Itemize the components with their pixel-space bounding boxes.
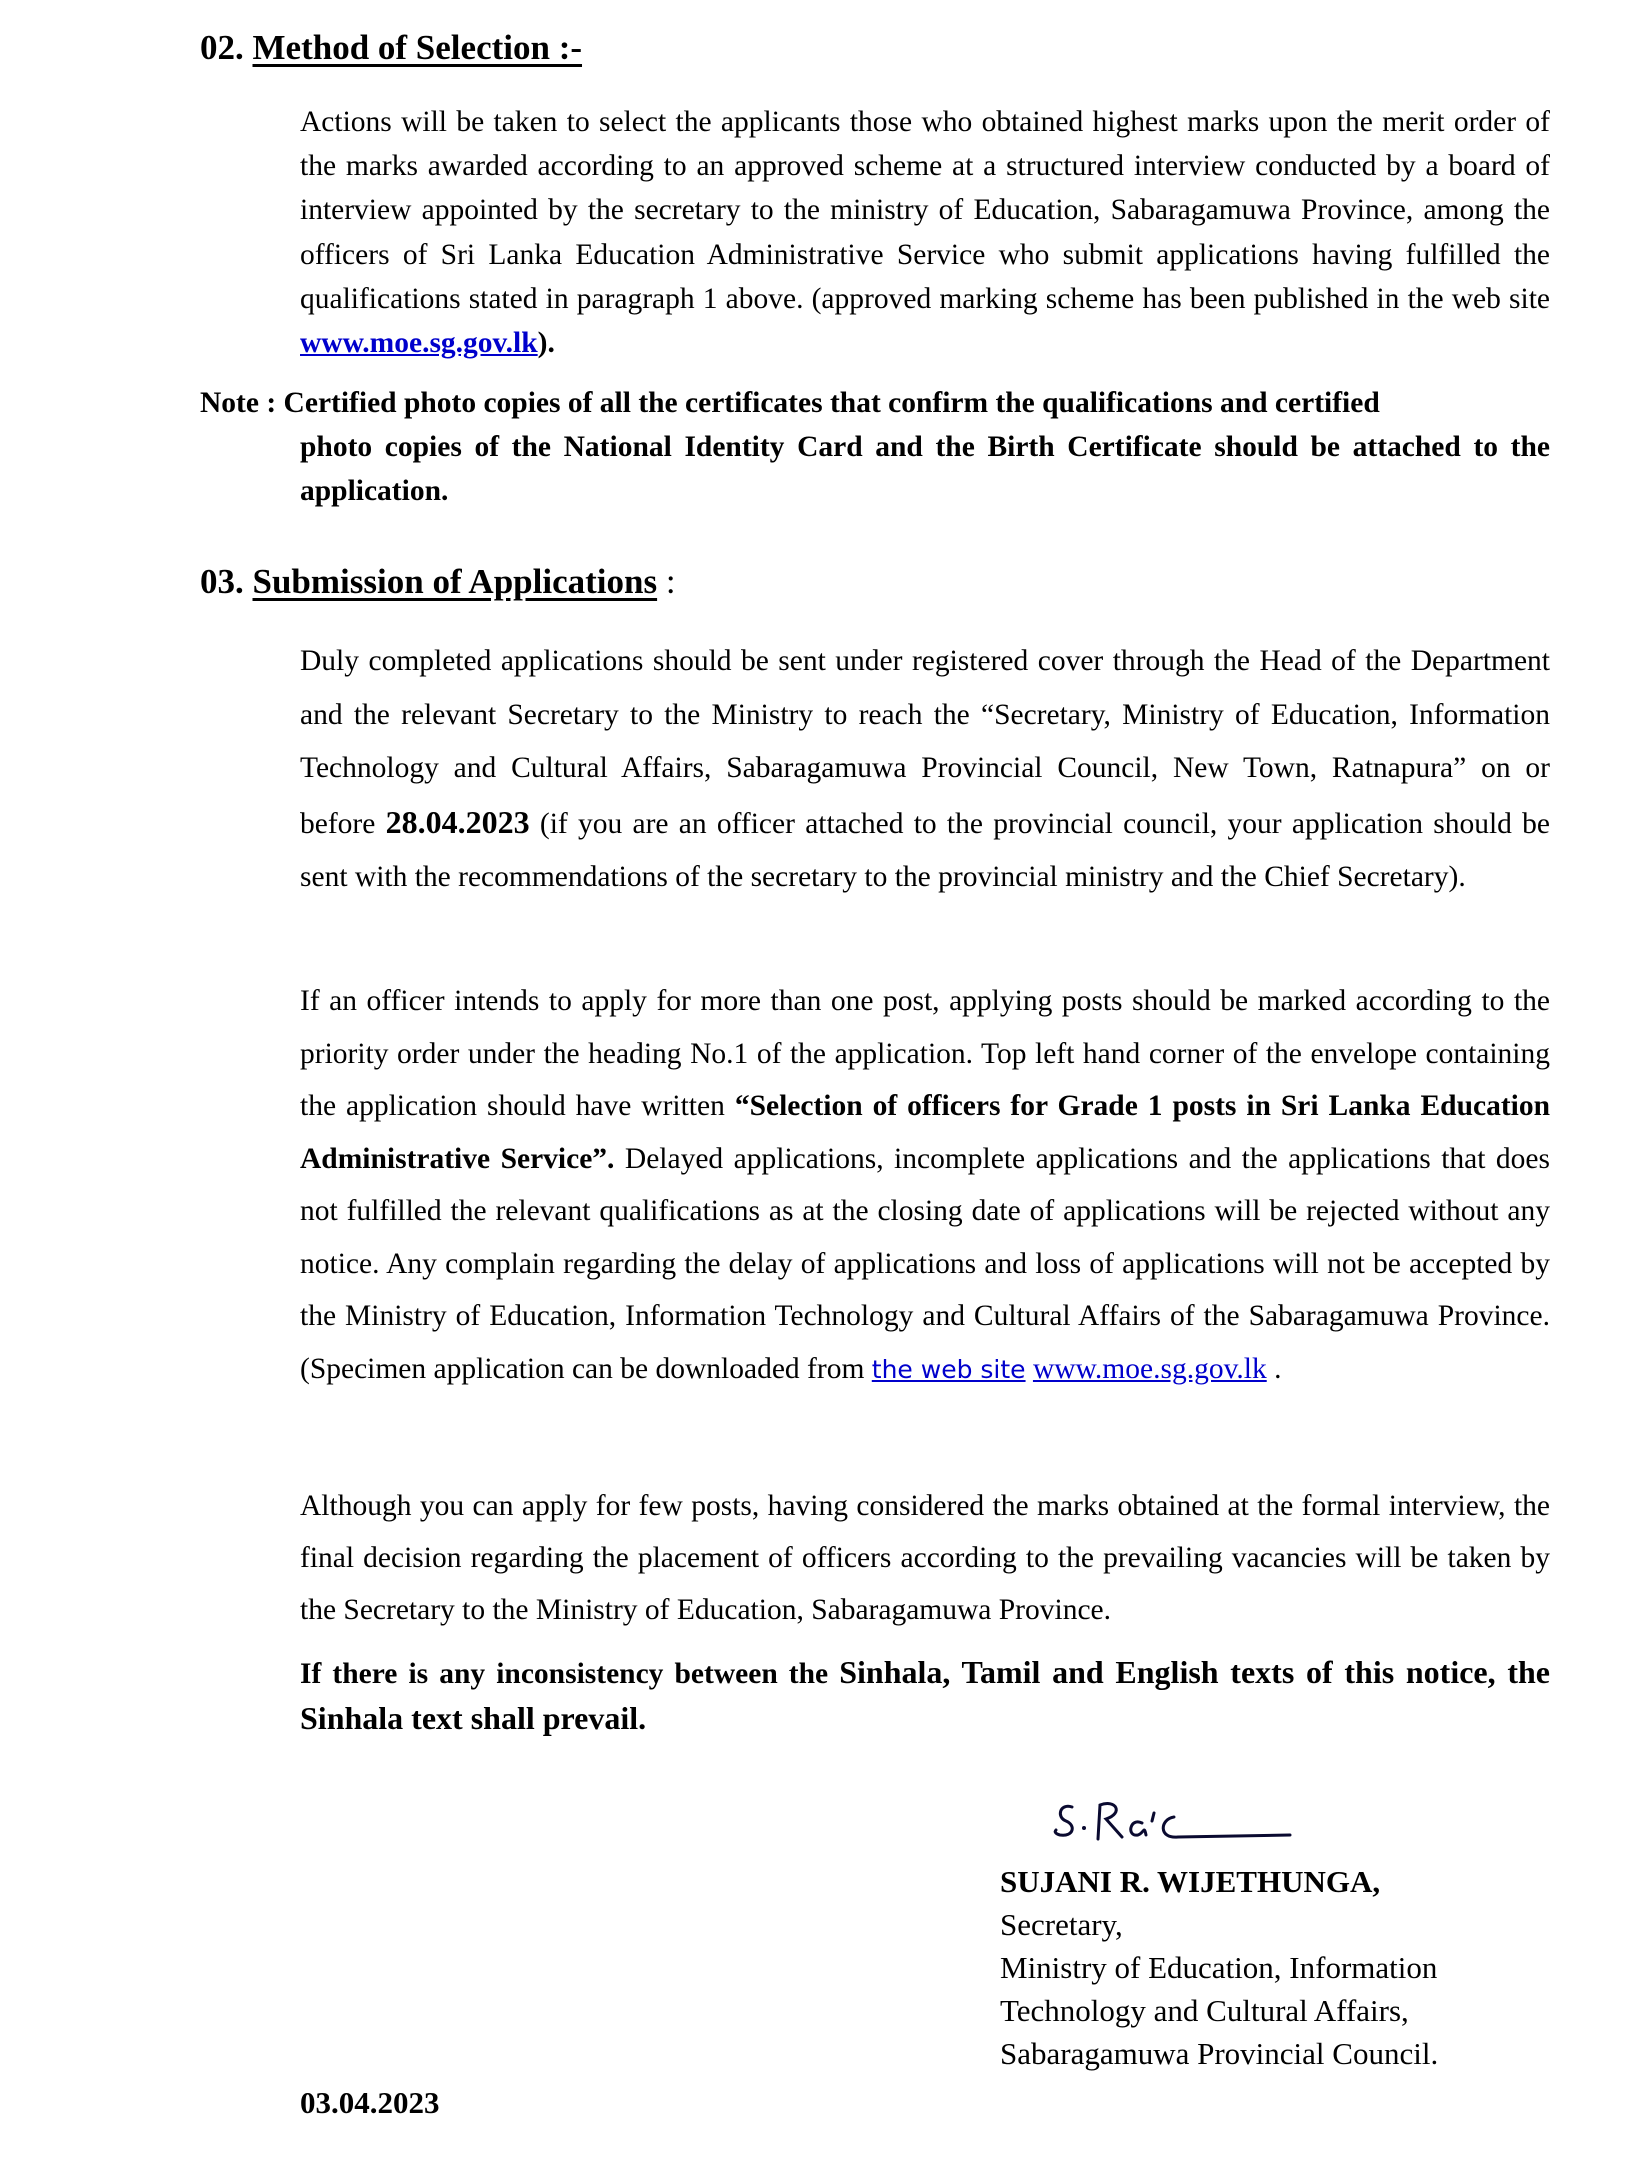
signatory-org-line2: Technology and Cultural Affairs,	[1000, 1993, 1409, 2028]
submission-text: Duly completed applications should be sent under registered cover through the Head of the Department and the relevant Secretary to the Ministry to reach the “Secretary, Ministry of Education, Information Technology and Cultural Affairs, Sabaragamuwa Provincial Council, New Town, Ratnapura” on or before	[300, 645, 1550, 840]
signature-icon	[1050, 1795, 1330, 1855]
multiple-posts-text: If an officer intends to apply for more than one post, applying posts should be marked according to the priority order under the heading No.1 of the application. Top left hand corner of the envelope containing the application should have written	[300, 985, 1550, 1122]
para-end: .	[1266, 1352, 1282, 1385]
disclaimer-text-1: If there is any inconsistency between the	[300, 1658, 840, 1690]
section-2-title: Method of Selection :-	[252, 28, 583, 67]
marking-scheme-website-link[interactable]: www.moe.sg.gov.lk	[300, 327, 538, 360]
section-3-heading	[200, 562, 676, 602]
section-2-number: 02.	[200, 28, 244, 67]
signature-image	[1050, 1795, 1330, 1855]
signatory-org-line3: Sabaragamuwa Provincial Council.	[1000, 2036, 1439, 2071]
rejection-text: Delayed applications, incomplete applications and the applications that does not fulfilled the relevant qualifications as at the closing date of applications will be rejected without any notice. Any complain regarding the delay of applications and loss of applications will not be accepted by the Ministry of Education, Information Technology and Cultural Affairs of the Sabaragamuwa Province. (Specimen application can be downloaded from	[300, 1142, 1550, 1385]
signatory-name: SUJANI R. WIJETHUNGA,	[1000, 1864, 1381, 1899]
note-block	[200, 381, 1550, 513]
disclaimer-text-2: Sinhala, Tamil and English texts of this notice, the	[839, 1654, 1550, 1690]
method-of-selection-paragraph	[300, 100, 1550, 365]
note-text-rest: photo copies of the National Identity Card and the Birth Certificate should be attached to the application.	[300, 431, 1550, 507]
signatory-org-line1: Ministry of Education, Information	[1000, 1950, 1438, 1985]
signatory-block	[1000, 1860, 1438, 2075]
language-disclaimer	[300, 1650, 1550, 1742]
section-3-title-suffix: :	[657, 562, 676, 601]
note-text-line1: Certified photo copies of all the certificates that confirm the qualifications and certified	[283, 387, 1380, 419]
submission-text-cont: (if you are an officer attached to the provincial council, your application should be sent with the recommendations of the secretary to the provincial ministry and the Chief Secretary).	[300, 807, 1551, 893]
method-of-selection-text: Actions will be taken to select the applicants those who obtained highest marks upon the merit order of the marks awarded according to an approved scheme at a structured interview conducted by a board of interview appointed by the secretary to the ministry of Education, Sabaragamuwa Province, among the officers of Sri Lanka Education Administrative Service who submit applications having fulfilled the qualifications stated in paragraph 1 above. (approved marking scheme has been published in the web site	[300, 106, 1550, 315]
paragraph-end: ).	[537, 327, 555, 360]
section-2-heading	[200, 28, 582, 68]
specimen-url-link[interactable]: www.moe.sg.gov.lk	[1032, 1352, 1267, 1385]
multiple-posts-paragraph	[300, 975, 1550, 1396]
disclaimer-text-3: Sinhala text shall prevail.	[300, 1700, 647, 1736]
placement-paragraph: Although you can apply for few posts, having considered the marks obtained at the formal interview, the final decision regarding the placement of officers according to the prevailing vacancies will be taken by the Secretary to the Ministry of Education, Sabaragamuwa Province.	[300, 1490, 1550, 1626]
note-label: Note :	[200, 387, 277, 419]
signatory-title: Secretary,	[1000, 1907, 1123, 1942]
section-3-number: 03.	[200, 562, 244, 601]
issue-date: 03.04.2023	[300, 2085, 440, 2120]
envelope-title-text: “Selection of officers for Grade 1 posts in Sri Lanka Education Administrative Service”.	[300, 1090, 1551, 1175]
submission-paragraph	[300, 635, 1550, 905]
deadline-date: 28.04.2023	[385, 803, 530, 840]
section-3-title: Submission of Applications	[252, 562, 658, 601]
specimen-website-link[interactable]: the web site	[871, 1354, 1026, 1384]
